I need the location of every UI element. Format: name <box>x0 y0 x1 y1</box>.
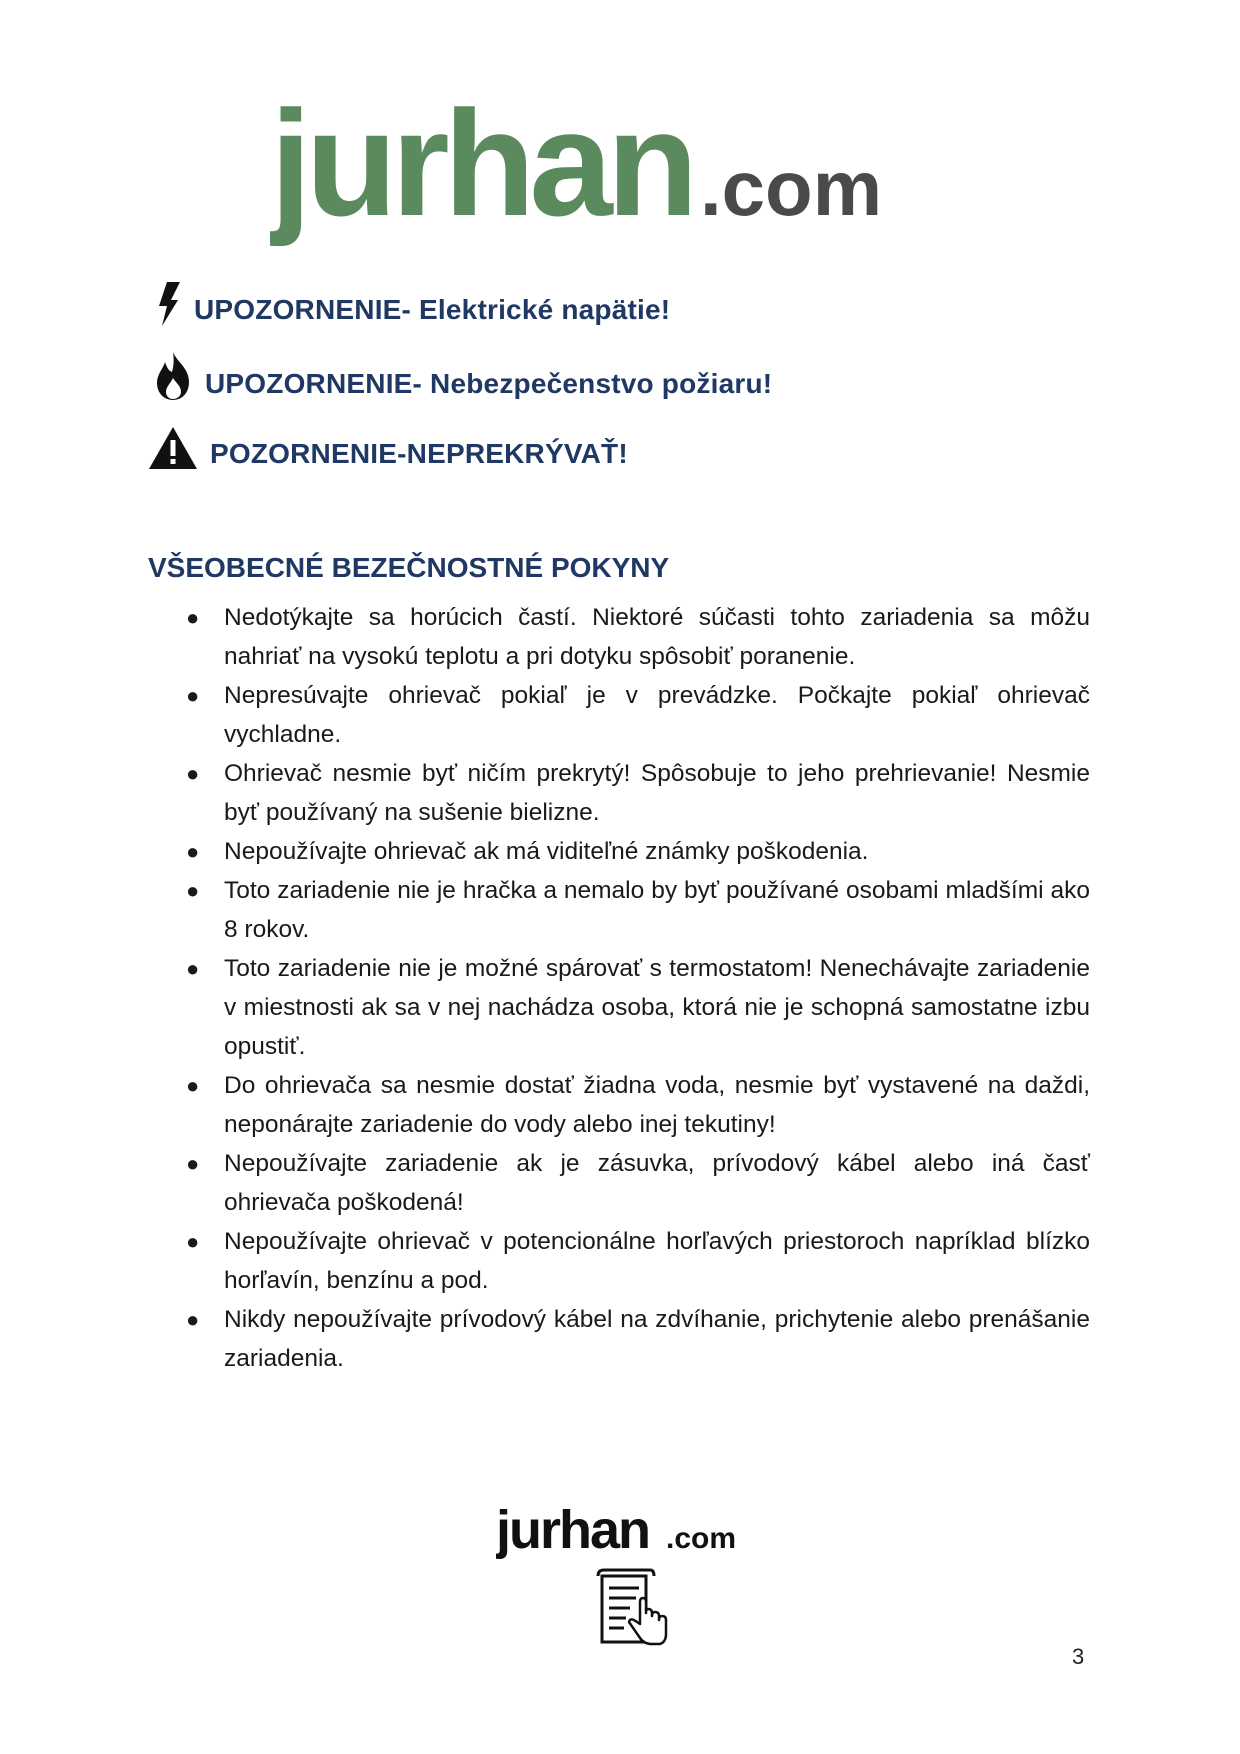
list-item <box>178 949 1090 1066</box>
list-item <box>178 676 1090 754</box>
warning-electric-text: UPOZORNENIE- Elektrické napätie! <box>194 294 671 325</box>
footer-logo <box>496 1500 766 1560</box>
list-item-text: Nepoužívajte ohrievač ak má viditeľné známky poškodenia. <box>224 838 869 865</box>
list-item-text: Ohrievač nesmie byť ničím prekrytý! Spôsobuje to jeho prehrievanie! Nesmie byť používaný na sušenie bielizne. <box>224 760 1090 826</box>
list-item <box>178 1300 1090 1378</box>
list-item-text: Do ohrievača sa nesmie dostať žiadna voda, nesmie byť vystavené na daždi, neponárajte zariadenie do vody alebo inej tekutiny! <box>224 1072 1090 1138</box>
section-title: VŠEOBECNÉ BEZEČNOSTNÉ POKYNY <box>148 552 670 583</box>
list-item-text: Nedotýkajte sa horúcich častí. Niektoré súčasti tohto zariadenia sa môžu nahriať na vysokú teplotu a pri dotyku spôsobiť poranenie. <box>224 604 1090 670</box>
logo-suffix-text: .com <box>700 144 883 232</box>
page-number: 3 <box>1072 1644 1085 1669</box>
list-item <box>178 1222 1090 1300</box>
warning-fire <box>155 352 772 400</box>
bullet-icon: ● <box>186 1151 200 1176</box>
warning-electric <box>158 282 670 326</box>
bullet-icon: ● <box>186 1229 200 1254</box>
list-item-text: Nikdy nepoužívajte prívodový kábel na zdvíhanie, prichytenie alebo prenášanie zariadenia. <box>224 1306 1090 1372</box>
list-item <box>178 1144 1090 1222</box>
lightning-icon <box>158 282 180 326</box>
list-item <box>178 598 1090 676</box>
bullet-icon: ● <box>186 605 200 630</box>
list-item-text: Toto zariadenie nie je možné spárovať s termostatom! Nenechávajte zariadenie v miestnosti ak sa v nej nachádza osoba, ktorá nie je schopná samostatne izbu opustiť. <box>224 955 1090 1060</box>
list-item <box>178 832 1090 871</box>
flame-icon <box>155 352 191 400</box>
jurhan-logo <box>270 95 970 255</box>
bullet-icon: ● <box>186 1073 200 1098</box>
bullet-icon: ● <box>186 761 200 786</box>
list-item-text: Nepoužívajte zariadenie ak je zásuvka, prívodový kábel alebo iná časť ohrievača poškodená! <box>224 1150 1090 1216</box>
warning-cover-text: POZORNENIE-NEPREKRÝVAŤ! <box>210 438 628 469</box>
logo-main-text: jurhan <box>270 95 693 247</box>
footer-logo-main: jurhan <box>496 1500 650 1560</box>
bullet-icon: ● <box>186 839 200 864</box>
safety-instructions-list <box>178 598 1090 1378</box>
bullet-icon: ● <box>186 956 200 981</box>
list-item-text: Nepresúvajte ohrievač pokiaľ je v prevádzke. Počkajte pokiaľ ohrievač vychladne. <box>224 682 1090 748</box>
bullet-icon: ● <box>186 683 200 708</box>
bullet-icon: ● <box>186 1307 200 1332</box>
list-item-text: Toto zariadenie nie je hračka a nemalo by byť používané osobami mladšími ako 8 rokov. <box>224 877 1090 943</box>
warning-cover <box>148 426 628 470</box>
warning-fire-text: UPOZORNENIE- Nebezpečenstvo požiaru! <box>205 368 773 399</box>
list-item <box>178 1066 1090 1144</box>
document-hand-icon <box>596 1568 670 1648</box>
list-item <box>178 871 1090 949</box>
warning-triangle-icon <box>148 426 198 470</box>
list-item-text: Nepoužívajte ohrievač v potencionálne horľavých priestoroch napríklad blízko horľavín, benzínu a pod. <box>224 1228 1090 1294</box>
footer-logo-suffix: .com <box>666 1522 737 1555</box>
list-item <box>178 754 1090 832</box>
bullet-icon: ● <box>186 878 200 903</box>
